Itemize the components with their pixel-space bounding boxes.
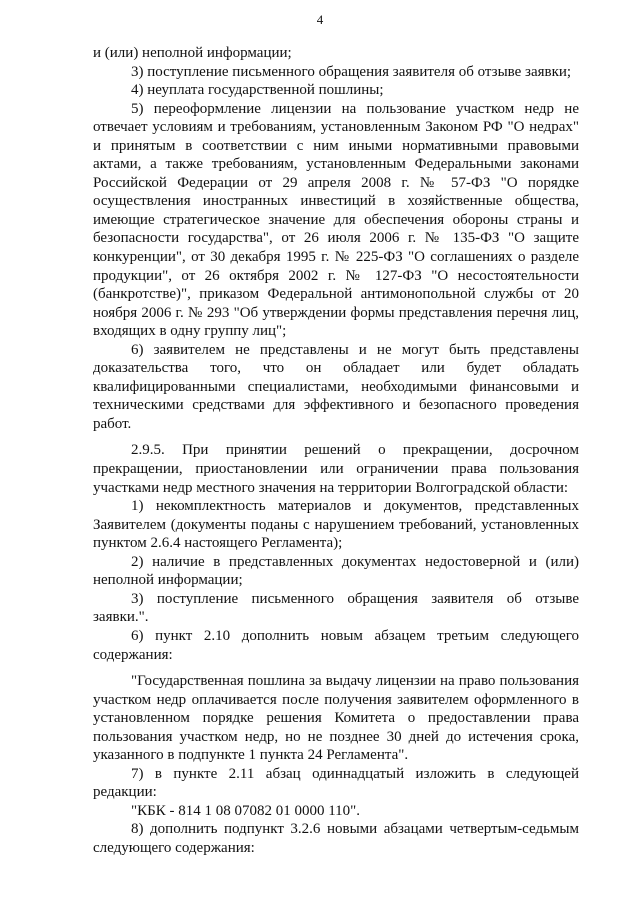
paragraph-item-3-withdrawal: 3) поступление письменного обращения заявителя об отзыве заявки;: [131, 63, 572, 80]
paragraph-amendment-8: 8) дополнить подпункт 3.2.6 новыми абзацами четвертым-седьмым следующего содержания:: [93, 821, 579, 856]
paragraph-item-4-duty: 4) неуплата государственной пошлины;: [131, 82, 384, 99]
paragraph-amendment-6: 6) пункт 2.10 дополнить новым абзацем третьим следующего содержания:: [93, 627, 579, 663]
paragraph-item-2-inaccurate: 2) наличие в представленных документах недостоверной и (или) неполной информации;: [93, 553, 579, 589]
page-number: 4: [316, 12, 324, 27]
document-body: [93, 44, 579, 858]
paragraph-item-3-withdrawal-end: 3) поступление письменного обращения заявителя об отзыве заявки.".: [93, 590, 579, 626]
paragraph-amendment-7: 7) в пункте 2.11 абзац одиннадцатый изложить в следующей редакции:: [93, 765, 579, 801]
paragraph-kbk-code: "КБК - 814 1 08 07082 01 0000 110".: [131, 802, 361, 819]
paragraph-item-6-evidence: 6) заявителем не представлены и не могут быть представлены доказательства того, что он обладает или будет обладать квалифицированными специалистами, необходимыми финансовыми и техническими средствами для эффективного и безопасного проведения работ.: [93, 341, 579, 432]
paragraph-continuation: и (или) неполной информации;: [93, 45, 292, 61]
paragraph-quoted-duty: "Государственная пошлина за выдачу лицензии на право пользования участком недр оплачивается после получения заявителем оформленного в установленном порядке решения Комитета о предоставлении права пользования участком недр, но не позднее 30 дней до истечения срока, указанного в подпункте 1 пункта 24 Регламента".: [93, 673, 579, 764]
paragraph-clause-2-9-5: 2.9.5. При принятии решений о прекращении, досрочном прекращении, приостановлении или ограничении права пользования участками недр местного значения на территории Волгоградской области:: [93, 442, 579, 496]
paragraph-item-5-reissue: 5) переоформление лицензии на пользование участком недр не отвечает условиям и требованиям, установленным Законом РФ "О недрах" и принятым в соответствии с ним иными нормативными правовыми актами, а также требованиям, установленным Федеральными законами Российской Федерации от 29 апреля 2008 г. № 57-ФЗ "О порядке осуществления иностранных инвестиций в хозяйственные общества, имеющие стратегическое значение для обеспечения обороны страны и безопасности государства", от 26 июля 2006 г. № 135-ФЗ "О защите конкуренции", от 30 декабря 1995 г. № 225-ФЗ "О соглашениях о разделе продукции", от 26 октября 2002 г. № 127-ФЗ "О несостоятельности (банкротстве)", приказом Федеральной антимонопольной службы от 20 ноября 2006 г. № 293 "Об утверждении формы представления перечня лиц, входящих в одну группу лиц";: [93, 100, 579, 340]
paragraph-item-1-incomplete: 1) некомплектность материалов и документов, представленных Заявителем (документы поданы с нарушением требований, установленных пунктом 2.6.4 настоящего Регламента);: [93, 498, 579, 552]
